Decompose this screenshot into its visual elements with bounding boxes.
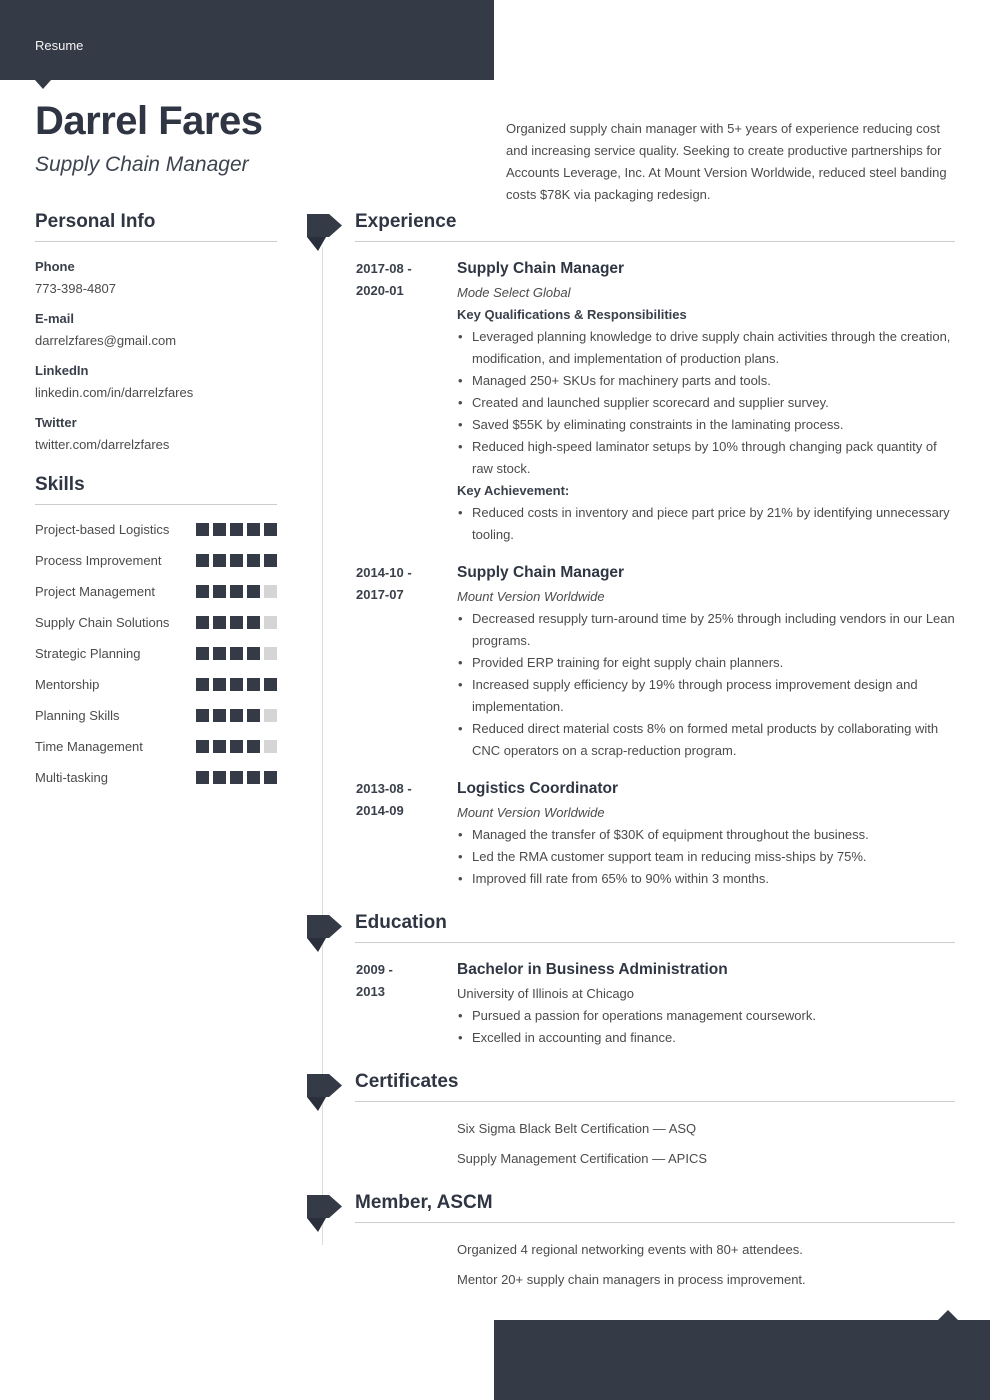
membership-item: Organized 4 regional networking events with 80+ attendees. (457, 1242, 803, 1257)
bullet-item: • Pursued a passion for operations management coursework. (457, 1005, 955, 1027)
entry-dates (356, 562, 457, 762)
bullet-item: • Reduced high-speed laminator setups by 10% through changing pack quantity of raw stock. (457, 436, 955, 480)
skill-label: Time Management (35, 739, 143, 754)
skill-level-meter (196, 523, 277, 536)
skill-level-square (196, 771, 209, 784)
skill-level-square (196, 740, 209, 753)
flag-pointer-icon (307, 214, 342, 237)
skill-level-square (213, 554, 226, 567)
skill-level-square (230, 616, 243, 629)
contact-label: Phone (35, 259, 75, 274)
skill-level-square (230, 740, 243, 753)
date-start: 2017-08 - (356, 261, 412, 276)
candidate-name: Darrel Fares (35, 99, 263, 143)
job-title: Supply Chain Manager (457, 260, 625, 277)
section-marker-icon (305, 211, 347, 253)
date-end: 2014-09 (356, 803, 404, 818)
certificates-heading: Certificates (355, 1071, 955, 1102)
skill-level-meter (196, 647, 277, 660)
bullet-item: • Led the RMA customer support team in reducing miss-ships by 75%. (457, 846, 955, 868)
responsibilities-heading: Key Qualifications & Responsibilities (457, 307, 687, 322)
skill-level-square (247, 616, 260, 629)
membership-item: Mentor 20+ supply chain managers in process improvement. (457, 1272, 806, 1287)
identity-block (35, 97, 480, 178)
experience-entry (305, 562, 955, 762)
section-marker-icon (305, 1071, 347, 1113)
skill-level-square (213, 647, 226, 660)
experience-entry (305, 258, 955, 546)
bullet-item: • Increased supply efficiency by 19% through process improvement design and implementation. (457, 674, 955, 718)
skill-label: Project-based Logistics (35, 522, 170, 537)
personal-info-section (35, 211, 277, 456)
skill-level-square (196, 616, 209, 629)
skill-row (35, 550, 277, 571)
flag-fold-icon (307, 237, 326, 251)
bullet-item: • Reduced costs in inventory and piece part price by 21% by identifying unnecessary tooling. (457, 502, 955, 546)
skill-level-meter (196, 771, 277, 784)
certificate-item: Six Sigma Black Belt Certification — ASQ (457, 1121, 697, 1136)
phone-value: 773-398-4807 (35, 281, 116, 296)
bullet-item: • Improved fill rate from 65% to 90% within 3 months. (457, 868, 955, 890)
skill-level-square (230, 771, 243, 784)
triangle-down-icon (35, 80, 51, 89)
bullet-item: • Managed the transfer of $30K of equipment throughout the business. (457, 824, 955, 846)
skill-level-square (213, 709, 226, 722)
professional-summary: Organized supply chain manager with 5+ years of experience reducing cost and increasing service quality. Seeking to create productive partnerships for Accounts Leverage, Inc. At Mount Version Worldwide, reduced steel banding costs $78K via packaging redesign. (506, 121, 947, 202)
skill-level-meter (196, 678, 277, 691)
footer-banner (494, 1320, 990, 1400)
skill-label: Mentorship (35, 677, 100, 692)
bullet-item: • Provided ERP training for eight supply chain planners. (457, 652, 955, 674)
certificates-section (305, 1071, 955, 1170)
skill-level-meter (196, 709, 277, 722)
school-name: University of Illinois at Chicago (457, 986, 635, 1001)
bullet-item: • Excelled in accounting and finance. (457, 1027, 955, 1049)
skill-row (35, 736, 277, 757)
bullet-item: • Created and launched supplier scorecard and supplier survey. (457, 392, 955, 414)
contact-item-twitter (35, 412, 277, 456)
skill-label: Supply Chain Solutions (35, 615, 170, 630)
skill-row (35, 767, 277, 788)
bullet-list (457, 1005, 955, 1049)
document-tab-label: Resume (35, 38, 84, 53)
entry-dates (356, 778, 457, 890)
section-marker-icon (305, 1192, 347, 1234)
bullet-list (457, 502, 955, 546)
experience-heading: Experience (355, 211, 955, 242)
skill-level-square (213, 771, 226, 784)
personal-info-heading: Personal Info (35, 211, 277, 242)
skill-row (35, 612, 277, 633)
bullet-item: • Leveraged planning knowledge to drive supply chain activities through the creation, modification, and implementation of production plans. (457, 326, 955, 370)
skill-level-square (264, 585, 277, 598)
bullet-item: • Decreased resupply turn-around time by 25% through including vendors in our Lean programs. (457, 608, 955, 652)
skill-level-meter (196, 740, 277, 753)
skill-level-square (264, 554, 277, 567)
bullet-list (457, 326, 955, 480)
skill-row (35, 674, 277, 695)
skill-level-square (247, 678, 260, 691)
bullet-item: • Managed 250+ SKUs for machinery parts and tools. (457, 370, 955, 392)
skill-level-square (213, 585, 226, 598)
skill-level-square (213, 740, 226, 753)
company-name: Mode Select Global (457, 285, 571, 300)
skill-level-square (247, 554, 260, 567)
date-start: 2014-10 - (356, 565, 412, 580)
education-section (305, 912, 955, 1049)
skill-level-square (230, 554, 243, 567)
skills-heading: Skills (35, 474, 277, 505)
bullet-list (457, 608, 955, 762)
flag-fold-icon (307, 1097, 326, 1111)
skill-level-square (264, 740, 277, 753)
skill-row (35, 581, 277, 602)
skill-level-square (230, 709, 243, 722)
skill-level-meter (196, 616, 277, 629)
top-banner (0, 0, 494, 80)
skill-row (35, 705, 277, 726)
email-value[interactable]: darrelzfares@gmail.com (35, 333, 177, 348)
flag-fold-icon (307, 938, 326, 952)
skill-level-square (230, 523, 243, 536)
skill-level-square (230, 678, 243, 691)
main-column (305, 211, 955, 1313)
skill-level-square (196, 585, 209, 598)
candidate-job-title: Supply Chain Manager (35, 153, 249, 176)
experience-section (305, 211, 955, 890)
flag-pointer-icon (307, 915, 342, 938)
skill-level-square (196, 678, 209, 691)
skill-level-square (213, 616, 226, 629)
skill-row (35, 643, 277, 664)
date-start: 2009 - (356, 962, 393, 977)
skill-level-square (247, 585, 260, 598)
skill-level-square (213, 523, 226, 536)
skill-level-square (196, 554, 209, 567)
skill-label: Planning Skills (35, 708, 120, 723)
flag-pointer-icon (307, 1195, 342, 1218)
skills-list (35, 505, 277, 788)
sidebar (35, 211, 277, 798)
skill-level-square (213, 678, 226, 691)
entry-dates (356, 959, 457, 1049)
bullet-item: • Saved $55K by eliminating constraints in the laminating process. (457, 414, 955, 436)
section-marker-icon (305, 912, 347, 954)
contact-item-linkedin (35, 360, 277, 404)
skill-level-square (247, 709, 260, 722)
skill-level-square (196, 709, 209, 722)
membership-heading: Member, ASCM (355, 1192, 955, 1223)
flag-pointer-icon (307, 1074, 342, 1097)
contact-item-phone (35, 256, 277, 300)
education-entry (305, 959, 955, 1049)
contact-label: Twitter (35, 415, 77, 430)
contact-label: E-mail (35, 311, 75, 326)
company-name: Mount Version Worldwide (457, 589, 605, 604)
membership-section (305, 1192, 955, 1291)
skill-label: Multi-tasking (35, 770, 108, 785)
skill-level-meter (196, 554, 277, 567)
skill-level-square (230, 647, 243, 660)
company-name: Mount Version Worldwide (457, 805, 605, 820)
date-end: 2020-01 (356, 283, 404, 298)
date-start: 2013-08 - (356, 781, 412, 796)
skills-section (35, 474, 277, 788)
skill-level-square (196, 647, 209, 660)
skill-level-square (264, 709, 277, 722)
date-end: 2013 (356, 984, 385, 999)
achievement-heading: Key Achievement: (457, 483, 570, 498)
triangle-up-icon (938, 1310, 958, 1320)
bullet-list (457, 824, 955, 890)
skill-label: Process Improvement (35, 553, 162, 568)
education-heading: Education (355, 912, 955, 943)
skill-level-square (247, 647, 260, 660)
skill-level-square (264, 523, 277, 536)
experience-entry (305, 778, 955, 890)
linkedin-link[interactable]: linkedin.com/in/darrelzfares (35, 385, 194, 400)
skill-level-square (230, 585, 243, 598)
skill-label: Project Management (35, 584, 155, 599)
flag-fold-icon (307, 1218, 326, 1232)
contact-label: LinkedIn (35, 363, 89, 378)
job-title: Logistics Coordinator (457, 780, 619, 797)
skill-level-square (247, 740, 260, 753)
skill-level-meter (196, 585, 277, 598)
twitter-link[interactable]: twitter.com/darrelzfares (35, 437, 170, 452)
bullet-item: • Reduced direct material costs 8% on formed metal products by collaborating with CNC operators on a scrap-reduction program. (457, 718, 955, 762)
skill-level-square (264, 647, 277, 660)
skill-level-square (264, 771, 277, 784)
certificate-item: Supply Management Certification — APICS (457, 1151, 708, 1166)
skill-level-square (264, 678, 277, 691)
job-title: Supply Chain Manager (457, 564, 625, 581)
skill-level-square (247, 771, 260, 784)
skill-level-square (247, 523, 260, 536)
date-end: 2017-07 (356, 587, 404, 602)
contact-item-email (35, 308, 277, 352)
entry-dates (356, 258, 457, 546)
contact-list (35, 242, 277, 456)
skill-level-square (196, 523, 209, 536)
degree-title: Bachelor in Business Administration (457, 961, 728, 978)
skill-level-square (264, 616, 277, 629)
skill-label: Strategic Planning (35, 646, 141, 661)
skill-row (35, 519, 277, 540)
